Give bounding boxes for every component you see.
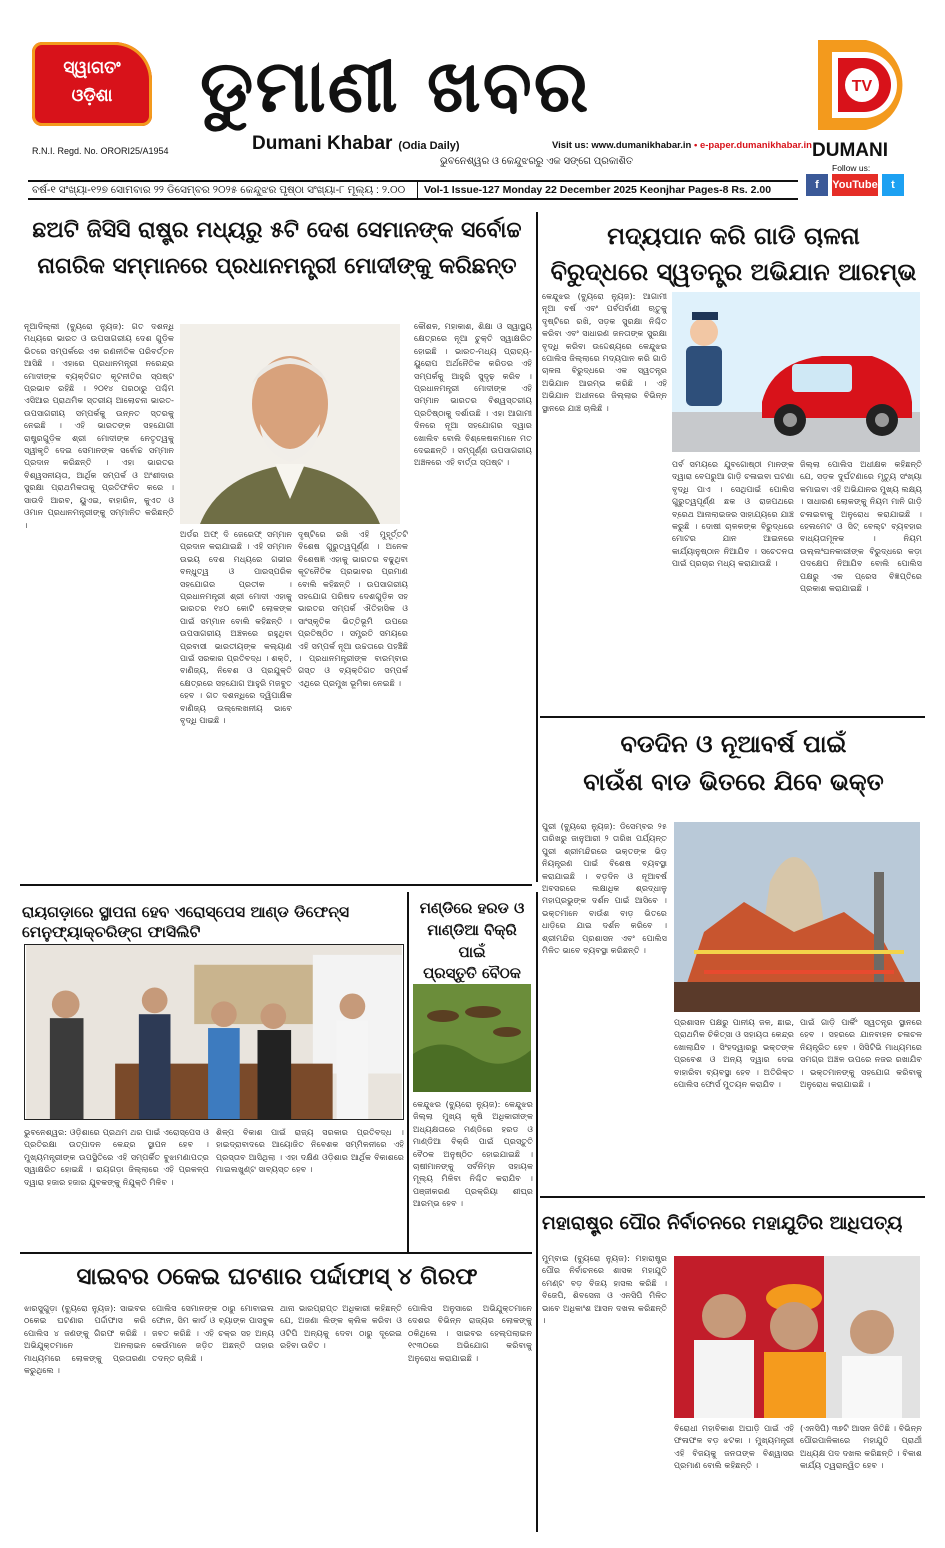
maharashtra-leaders-photo bbox=[674, 1256, 920, 1418]
aero-column-1: ଭୁବନେଶ୍ୱର: ଓଡ଼ିଶାରେ ପ୍ରଥମ ଥର ପାଇଁ ଏରୋସ୍ପେସ ଓ ପ୍ରତିରକ୍ଷା ଉତ୍ପାଦନ କେନ୍ଦ୍ର ସ୍ଥାପନ ହେବ । ମୁଖ୍ୟମନ୍ତ୍ରୀଙ୍କ ଉପସ୍ଥିତିରେ ଏହି ସମ୍ପର୍କିତ ବୁଝାମଣାପତ୍ର ସ୍ୱାକ୍ଷରିତ ହୋଇଛି । ରାୟଗଡ଼ା ଜିଲ୍ଲାରେ ଏହି ପ୍ରକଳ୍ପ ଦ୍ୱାରା ହଜାର ହଜାର ଯୁବକଙ୍କୁ ନିଯୁକ୍ତି ମିଳିବ । bbox=[24, 1127, 209, 1187]
epaper-text: e-paper.dumanikhabar.in bbox=[699, 140, 812, 151]
dumani-tv-logo bbox=[808, 30, 916, 140]
drunk-headline-line2: ବିରୁଦ୍ଧରେ ସ୍ୱତନ୍ତ୍ର ଅଭିଯାନ ଆରମ୍ଭ bbox=[550, 258, 917, 287]
article-modi bbox=[22, 216, 532, 281]
title-subtitle: (Odia Daily) bbox=[398, 140, 460, 152]
market-headline-line3: ପ୍ରସ୍ତୁତି ବୈଠକ bbox=[423, 964, 521, 983]
drunk-column-3: ଜିଲ୍ଲା ପୋଲିସ ଅଧୀକ୍ଷକ କହିଛନ୍ତି ଯେ, ସଡ଼କ ଦୁର୍ଘଟଣାରେ ମୃତ୍ୟୁ ସଂଖ୍ୟା କମାଇବା ଏହି ଅଭିଯାନର ମୁଖ୍ୟ ଲକ୍ଷ୍ୟ । ସାଧାରଣ ଲୋକଙ୍କୁ ନିୟମ ମାନି ଗାଡ଼ି ଚଳାଇବାକୁ ଅନୁରୋଧ କରାଯାଇଛି । ହେଲମେଟ ଓ ସିଟ୍ ବେଲ୍ଟ ବ୍ୟବହାର ବାଧ୍ୟତାମୂଳକ । ନିୟମ ଉଲ୍ଲଂଘନକାରୀଙ୍କ ବିରୁଦ୍ଧରେ କଡ଼ା ପଦକ୍ଷେପ ନିଆଯିବ ବୋଲି ପୋଲିସ ପକ୍ଷରୁ ଏକ ପ୍ରେସ ବିଜ୍ଞପ୍ତିରେ ପ୍ରକାଶ କରାଯାଇଛି । bbox=[800, 459, 922, 594]
cyber-headline: ସାଇବର ଠକେଇ ଘଟଣାର ପର୍ଦ୍ଦାଫାସ୍ ୪ ଗିରଫ bbox=[76, 1264, 478, 1290]
article-puri bbox=[542, 728, 925, 799]
puri-column-3: ପାଇଁ ଗାଡ଼ି ପାର୍କିଂ ସ୍ୱତନ୍ତ୍ର ସ୍ଥାନରେ ହେବ । ସହରରେ ଯାନବାହନ ଚଳାଚଳ ନିୟନ୍ତ୍ରିତ ହେବ । ସିସିଟିଭି ମାଧ୍ୟମରେ ସମଗ୍ର ଅଞ୍ଚଳ ଉପରେ ନଜର ରଖାଯିବ । ଭକ୍ତମାନଙ୍କୁ ସହଯୋଗ କରିବାକୁ ଅନୁରୋଧ କରାଯାଇଛି । bbox=[800, 1017, 922, 1090]
epaper-link[interactable]: • e-paper.dumanikhabar.in bbox=[694, 140, 812, 151]
follow-label: Follow us: bbox=[832, 163, 871, 173]
section-divider bbox=[540, 1196, 925, 1198]
modi-column-4: କୌଶଳ, ମହାକାଶ, ଶିକ୍ଷା ଓ ସ୍ୱାସ୍ଥ୍ୟ କ୍ଷେତ୍ରରେ ନୂଆ ଚୁକ୍ତି ସ୍ୱାକ୍ଷରିତ ହୋଇଛି । ଭାରତ-ମଧ୍ୟ ପ୍ରାଚ୍ୟ-ୟୁରୋପ ଅର୍ଥନୈତିକ କରିଡର ଏହି ସମ୍ପର୍କକୁ ଆହୁରି ସୁଦୃଢ଼ କରିବ । ପ୍ରଧାନମନ୍ତ୍ରୀ ମୋଦୀଙ୍କ ଏହି ସମ୍ମାନ ଭାରତର ବିଶ୍ୱସ୍ତରୀୟ ପ୍ରତିଷ୍ଠାକୁ ଦର୍ଶାଉଛି । ଏହା ଆଗାମୀ ଦିନରେ ନୂଆ ସହଯୋଗର ଦ୍ୱାର ଖୋଲିବ ବୋଲି ବିଶ୍ଳେଷକମାନେ ମତ ଦେଇଛନ୍ତି । ସମ୍ପୂର୍ଣ୍ଣ ଉପସାଗରୀୟ ଅଞ୍ଚଳରେ ଏହି ବାର୍ତ୍ତା ସ୍ପଷ୍ଟ । bbox=[414, 321, 532, 468]
tv-brand-name: DUMANI bbox=[812, 140, 888, 161]
column-divider bbox=[536, 212, 538, 882]
drunk-column-1: କେନ୍ଦୁଝର (ବ୍ୟୁରୋ ନ୍ୟୁଜ): ଆଗାମୀ ନୂଆ ବର୍ଷ ଏବଂ ପର୍ବପର୍ବାଣୀ ଋତୁକୁ ଦୃଷ୍ଟିରେ ରଖି, ସଡ଼କ ସୁରକ୍ଷା ନିଶ୍ଚିତ କରିବା ଏବଂ ସାଧାରଣ ଜନତାଙ୍କ ସୁରକ୍ଷା ବୃଦ୍ଧି କରିବା ଉଦ୍ଦେଶ୍ୟରେ କେନ୍ଦୁଝର ପୋଲିସ ଜିଲ୍ଲାରେ ମଦ୍ୟପାନ କରି ଗାଡି ଚାଳନା ବିରୁଦ୍ଧରେ ଏକ ସ୍ୱତନ୍ତ୍ର ଅଭିଯାନ ଆରମ୍ଭ କରିଛି । ଏହି ଅଭିଯାନ ଅଧୀନରେ ଜିଲ୍ଲାର ବିଭିନ୍ନ ସ୍ଥାନରେ ଯାଞ୍ଚ ଚାଲିଛି । bbox=[542, 291, 667, 413]
newspaper-title-english bbox=[252, 133, 460, 155]
tv-badge: TV bbox=[851, 78, 873, 95]
cyber-column-2: ପୋଲିସ ସେମାନଙ୍କ ଠାରୁ ମୋବାଇଲ ଫୋନ, ସିମ କାର୍ଡ ଓ ବ୍ୟାଙ୍କ ପାସବୁକ ଜବତ କରିଛି । ଏହି ଚକ୍ର ସହ ଅନ୍ୟ କେଉଁମାନେ ଜଡ଼ିତ ଅଛନ୍ତି ତାହାର ତଦନ୍ତ ଚାଲିଛି । bbox=[152, 1303, 274, 1363]
modi-column-3: ଦୃଷ୍ଟିରେ ରଖି ଏହି ମୁହୂର୍ତ୍ତଟି ବିଶେଷ ଗୁରୁତ୍ୱପୂର୍ଣ୍ଣ । ଅନେକ ବିଶେଷଜ୍ଞ ଏହାକୁ ଭାରତର ବଢୁଥିବା କୂଟନୈତିକ ପ୍ରଭାବର ପ୍ରମାଣ ବୋଲି କହିଛନ୍ତି । ଉପସାଗରୀୟ ସହଯୋଗ ପରିଷଦ ଦେଶଗୁଡ଼ିକ ସହ ଭାରତର ସମ୍ପର୍କ ଐତିହାସିକ ଓ ସାଂସ୍କୃତିକ ଭିତ୍ତିଭୂମି ଉପରେ ପ୍ରତିଷ୍ଠିତ । ସମ୍ପ୍ରତି ସମୟରେ ଏହି ସମ୍ପର୍କ ନୂଆ ଉଚ୍ଚତାରେ ପହଞ୍ଚିଛି । ପ୍ରଧାନମନ୍ତ୍ରୀଙ୍କ ବାରମ୍ବାର ଗସ୍ତ ଓ ବ୍ୟକ୍ତିଗତ ସମ୍ପର୍କ ଏଥିରେ ପ୍ରମୁଖ ଭୂମିକା ନେଇଛି । bbox=[298, 529, 408, 688]
column-divider bbox=[536, 892, 538, 1532]
cyber-column-3: ଥାନା ଭାରପ୍ରାପ୍ତ ଅଧିକାରୀ କହିଛନ୍ତି ଯେ, ଅଜଣା ଲିଙ୍କ କ୍ଲିକ କରିବା ଓ ଓଟିପି ଅନ୍ୟକୁ ଦେବା ଠାରୁ ଦୂରେଇ ରହିବା ଉଚିତ । bbox=[280, 1303, 402, 1351]
section-divider bbox=[20, 884, 532, 886]
newspaper-title: ଡୁମାଣୀ ଖବର bbox=[200, 43, 591, 128]
facebook-icon[interactable]: f bbox=[806, 174, 828, 196]
twitter-icon[interactable]: t bbox=[882, 174, 904, 196]
welcome-line1: ସ୍ୱାଗତଂ bbox=[63, 58, 121, 78]
millet-crop-photo bbox=[413, 984, 531, 1092]
article-aerospace bbox=[22, 902, 404, 942]
maha-headline: ମହାରାଷ୍ଟ୍ର ପୌର ନିର୍ବାଚନରେ ମହାଯୁତିର ଆଧିପତ୍ୟ bbox=[542, 1213, 903, 1234]
maha-column-3: (ଏନସିପି) ୩୭ଟି ଆସନ ଜିତିଛି । ବିଭିନ୍ନ ପୌରପାଳିକାରେ ମହାଯୁତି ପ୍ରାର୍ଥୀ ଅଧ୍ୟକ୍ଷ ପଦ ଦଖଲ କରିଛନ୍ତି । ବିକାଶ କାର୍ଯ୍ୟ ତ୍ୱରାନ୍ୱିତ ହେବ । bbox=[800, 1423, 922, 1471]
aero-column-2: ଶିଳ୍ପ ବିକାଶ ପାଇଁ ରାଜ୍ୟ ସରକାର ପ୍ରତିବଦ୍ଧ । ହାଇଦ୍ରାବାଦରେ ଆୟୋଜିତ ନିବେଶକ ସମ୍ମିଳନୀରେ ଏହି ପ୍ରସ୍ତାବ ଆସିଥିଲା । ଏହା ଦକ୍ଷିଣ ଓଡ଼ିଶାର ଆର୍ଥିକ ବିକାଶରେ ମାଇଲଖୁଣ୍ଟ ସାବ୍ୟସ୍ତ ହେବ । bbox=[216, 1127, 404, 1175]
youtube-icon[interactable]: YouTube bbox=[832, 174, 878, 196]
modi-column-2: ଅର୍ଡର ଅଫ୍ ଦି ଜେରେଫ୍ ସମ୍ମାନ ପ୍ରଦାନ କରାଯାଇଛି । ଏହି ସମ୍ମାନ ଉଭୟ ଦେଶ ମଧ୍ୟରେ ଗଭୀର ବନ୍ଧୁତ୍ୱ ଓ ପାରସ୍ପରିକ ସହଯୋଗର ପ୍ରତୀକ । ପ୍ରଧାନମନ୍ତ୍ରୀ ଶ୍ରୀ ମୋଦୀ ଏହାକୁ ଭାରତର ୧୪୦ କୋଟି ଲୋକଙ୍କ ପାଇଁ ସମ୍ମାନ ବୋଲି କହିଛନ୍ତି । ଉପସାଗରୀୟ ଅଞ୍ଚଳରେ ରହୁଥିବା ପ୍ରବାସୀ ଭାରତୀୟଙ୍କ କଲ୍ୟାଣ ପାଇଁ ସରକାର ପ୍ରତିବଦ୍ଧ । ଶକ୍ତି, ବାଣିଜ୍ୟ, ନିବେଶ ଓ ପ୍ରଯୁକ୍ତି କ୍ଷେତ୍ରରେ ସହଯୋଗ ଆହୁରି ମଜବୁତ ହେବ । ଗତ ଦଶନ୍ଧିରେ ଦ୍ୱିପାକ୍ଷିକ ବାଣିଜ୍ୟ ଉଲ୍ଲେଖନୀୟ ଭାବେ ବୃଦ୍ଧି ପାଇଛି । bbox=[180, 529, 292, 726]
welcome-line2: ଓଡ଼ିଶା bbox=[71, 86, 113, 106]
cyber-column-1: ଝାରସୁଗୁଡ଼ା (ବ୍ୟୁରୋ ନ୍ୟୁଜ): ସାଇବର ଠକେଇ ଘଟଣାର ପର୍ଦ୍ଦାଫାସ କରି ପୋଲିସ ୪ ଜଣଙ୍କୁ ଗିରଫ କରିଛି । ଅଭିଯୁକ୍ତମାନେ ଅନଲାଇନ ମାଧ୍ୟମରେ ଲୋକଙ୍କୁ ପ୍ରତାରଣା କରୁଥିଲେ । bbox=[24, 1303, 146, 1376]
issue-info-english: Vol-1 Issue-127 Monday 22 December 2025 Keonjhar Pages-8 Rs. 2.00 bbox=[424, 184, 772, 196]
social-links bbox=[806, 174, 916, 196]
aerospace-mou-photo bbox=[24, 944, 404, 1120]
article-market bbox=[412, 898, 532, 985]
tagline: ଭୁବନେଶ୍ୱର ଓ କେନ୍ଦୁଝରରୁ ଏକ ସଙ୍ଗେ ପ୍ରକାଶିତ bbox=[440, 156, 634, 167]
cyber-column-4: ପୋଲିସ ଅନୁସାରେ ଅଭିଯୁକ୍ତମାନେ ଦେଶର ବିଭିନ୍ନ ରାଜ୍ୟର ଲୋକଙ୍କୁ ଠକିଥିଲେ । ସାଇବର ହେଲ୍ପଲାଇନ ୧୯୩୦ରେ ଅଭିଯୋଗ କରିବାକୁ ଅନୁରୋଧ କରାଯାଇଛି । bbox=[408, 1303, 532, 1363]
aero-headline: ରାୟଗଡ଼ାରେ ସ୍ଥାପନା ହେବ ଏରୋସ୍ପେସ ଆଣ୍ଡ ଡିଫେନ୍ସ ମେନୁଫ୍ୟାକ୍ଚରିଙ୍ଗ ଫାସିଲିଟି bbox=[22, 903, 350, 942]
market-headline-line1: ମଣ୍ଡିରେ ହରଡ ଓ bbox=[419, 899, 525, 917]
puri-column-1: ପୁରୀ (ବ୍ୟୁରୋ ନ୍ୟୁଜ): ଡିସେମ୍ବର ୨୫ ତାରିଖରୁ ଜାନୁଆରୀ ୨ ତାରିଖ ପର୍ଯ୍ୟନ୍ତ ପୁରୀ ଶ୍ରୀମନ୍ଦିରରେ ଭକ୍ତଙ୍କ ଭିଡ଼ ନିୟନ୍ତ୍ରଣ ପାଇଁ ବିଶେଷ ବ୍ୟବସ୍ଥା କରାଯାଇଛି । ବଡ଼ଦିନ ଓ ନୂଆବର୍ଷ ଅବସରରେ ଲକ୍ଷାଧିକ ଶ୍ରଦ୍ଧାଳୁ ମହାପ୍ରଭୁଙ୍କ ଦର୍ଶନ ପାଇଁ ଆସିବେ । ଭକ୍ତମାନେ ବାଉଁଶ ବାଡ଼ ଭିତରେ ଧାଡ଼ିରେ ଯାଇ ଦର୍ଶନ କରିବେ । ଶ୍ରୀମନ୍ଦିର ପ୍ରଶାସନ ଏବଂ ପୋଲିସ ମିଳିତ ଭାବେ ବ୍ୟବସ୍ଥା କରିଛନ୍ତି । bbox=[542, 821, 667, 956]
issue-info-odia: ବର୍ଷ-୧ ସଂଖ୍ୟା-୧୨୭ ସୋମବାର ୨୨ ଡିସେମ୍ବର ୨୦୨୫ କେନ୍ଦୁଝର ପୃଷ୍ଠା ସଂଖ୍ୟା-୮ ମୂଲ୍ୟ : ୨.୦୦ bbox=[28, 182, 418, 198]
welcome-odisha-badge bbox=[32, 42, 152, 126]
puri-temple-photo bbox=[674, 822, 920, 1012]
modi-column-1: ନୂଆଦିଲ୍ଲୀ (ବ୍ୟୁରୋ ନ୍ୟୁଜ): ଗତ ଦଶନ୍ଧି ମଧ୍ୟରେ ଭାରତ ଓ ଉପସାଗରୀୟ ଦେଶ ଗୁଡ଼ିକ ଭିତରେ ସମ୍ପର୍କରେ ଏକ ରଣନୀତିକ ପରିବର୍ତ୍ତନ ଆସିଛି । ଏହାରେ ପ୍ରଧାନମନ୍ତ୍ରୀ ନରେନ୍ଦ୍ର ମୋଦୀଙ୍କ ବ୍ୟକ୍ତିଗତ କୂଟନୀତିର ସ୍ପଷ୍ଟ ପ୍ରଭାବ ରହିଛି । ୨୦୧୪ ପରଠାରୁ ପଶ୍ଚିମ ଏସିଆର ପ୍ରାଥମିକ ସ୍ତରୀୟ ଆଲୋଚନା ଭାରତ-ଉପସାଗରୀୟ ସମ୍ପର୍କକୁ ଉନ୍ନତ ସ୍ତରକୁ ନେଇଛି । ଏହି ଭାରତଙ୍କ ସହଯୋଗୀ ରାଷ୍ଟ୍ରଗୁଡ଼ିକ ଶ୍ରୀ ମୋଦୀଙ୍କ ନେତୃତ୍ୱକୁ ସ୍ୱୀକୃତି ଦେଇ ସେମାନଙ୍କ ସର୍ବୋଚ୍ଚ ସମ୍ମାନ ପ୍ରଦାନ କରିଛନ୍ତି । ଏହା ଭାରତର ବିଶ୍ୱସନୀୟତା, ଆର୍ଥିକ ସମ୍ପର୍କ ଓ ଅଂଶୀଦାର ସୁରକ୍ଷା ପ୍ରାଥମିକତାକୁ ପ୍ରତିଫଳିତ କରେ । ସାଉଦି ଆରବ, ୟୁଏଇ, ବାହାରିନ, କୁଏତ ଓ ଓମାନ ପ୍ରଧାନମନ୍ତ୍ରୀଙ୍କୁ ସମ୍ମାନିତ କରିଛନ୍ତି । bbox=[24, 321, 174, 530]
title-english: Dumani Khabar bbox=[252, 133, 393, 154]
section-divider bbox=[20, 1252, 532, 1254]
article-maharashtra bbox=[542, 1212, 925, 1237]
market-headline-line2: ମାଣ୍ଡିଆ ବିକ୍ରି ପାଇଁ bbox=[427, 920, 517, 961]
puri-column-2: ପ୍ରଶାସନ ପକ୍ଷରୁ ପାନୀୟ ଜଳ, ଛାଇ, ପ୍ରାଥମିକ ଚିକିତ୍ସା ଓ ସହାୟତା କେନ୍ଦ୍ର ଖୋଲାଯିବ । ସିଂହଦ୍ୱାରରୁ ଭକ୍ତଙ୍କ ପ୍ରବେଶ ଓ ଅନ୍ୟ ଦ୍ୱାର ଦେଇ ବାହାରିବା ବ୍ୟବସ୍ଥା ହେବ । ଅତିରିକ୍ତ ପୋଲିସ ଫୋର୍ସ ମୁତୟନ କରାଯିବ । bbox=[674, 1017, 794, 1090]
market-body: କେନ୍ଦୁଝର (ବ୍ୟୁରୋ ନ୍ୟୁଜ): କେନ୍ଦୁଝର ଜିଲ୍ଲା ମୁଖ୍ୟ କୃଷି ଅଧିକାରୀଙ୍କ ଅଧ୍ୟକ୍ଷତାରେ ମଣ୍ଡିରେ ହରଡ ଓ ମାଣ୍ଡିଆ ବିକ୍ରି ପାଇଁ ପ୍ରସ୍ତୁତି ବୈଠକ ଅନୁଷ୍ଠିତ ହୋଇଯାଇଛି । ଚାଷୀମାନଙ୍କୁ ସର୍ବନିମ୍ନ ସହାୟକ ମୂଲ୍ୟ ମିଳିବା ନିଶ୍ଚିତ କରାଯିବ । ପଞ୍ଜୀକରଣ ପ୍ରକ୍ରିୟା ଶୀଘ୍ର ଆରମ୍ଭ ହେବ । bbox=[413, 1099, 533, 1209]
modi-headline-line1: ଛଅଟି ଜିସିସି ରାଷ୍ଟ୍ର ମଧ୍ୟରୁ ୫ଟି ଦେଶ ସେମାନଙ୍କ ସର୍ବୋଚ୍ଚ bbox=[32, 218, 522, 243]
article-cyber bbox=[22, 1262, 532, 1293]
issue-info-bar bbox=[28, 180, 798, 200]
drunk-column-2: ପର୍ବ ସମୟରେ ଯୁବଗୋଷ୍ଠୀ ମାନଙ୍କ ଦ୍ୱାରା ବେପରୁଆ ଗାଡ଼ି ଚଳାଇବା ଘଟଣା ବୃଦ୍ଧି ପାଏ । ସେଥିପାଇଁ ପୋଲିସ ଗୁରୁତ୍ୱପୂର୍ଣ୍ଣ ଛକ ଓ ରାଜପଥରେ ବ୍ରେଥ ଆନାଲାଇଜର ସାହାଯ୍ୟରେ ଯାଞ୍ଚ କରୁଛି । ଦୋଷୀ ଚାଳକଙ୍କ ବିରୁଦ୍ଧରେ ମୋଟର ଯାନ ଆଇନରେ କାର୍ଯ୍ୟାନୁଷ୍ଠାନ ନିଆଯିବ । ସଚେତନତା ପାଇଁ ପ୍ରଚାର ମଧ୍ୟ କରାଯାଉଛି । bbox=[672, 459, 794, 569]
drunk-driving-illustration bbox=[672, 292, 920, 452]
puri-headline-line1: ବଡଦିନ ଓ ନୂଆବର୍ଷ ପାଇଁ bbox=[620, 730, 847, 758]
article-drunk-driving bbox=[542, 220, 925, 289]
column-divider bbox=[407, 892, 409, 1252]
drunk-headline-line1: ମଦ୍ୟପାନ କରି ଗାଡି ଚାଳନା bbox=[607, 222, 860, 250]
maha-column-2: ବିରୋଧୀ ମହାବିକାଶ ଅଘାଡ଼ି ପାଇଁ ଏହି ଫଳାଫଳ ବଡ଼ ଝଟକା । ମୁଖ୍ୟମନ୍ତ୍ରୀ ଏହି ବିଜୟକୁ ଜନତାଙ୍କ ବିଶ୍ୱାସର ପ୍ରମାଣ ବୋଲି କହିଛନ୍ତି । bbox=[674, 1423, 794, 1471]
website-info bbox=[552, 140, 812, 151]
website-link[interactable]: Visit us: www.dumanikhabar.in bbox=[552, 140, 692, 151]
modi-photo bbox=[180, 324, 400, 524]
section-divider bbox=[540, 716, 925, 718]
registration-number: R.N.I. Regd. No. ORORI25/A1954 bbox=[32, 146, 169, 156]
modi-headline-line2: ନାଗରିକ ସମ୍ମାନରେ ପ୍ରଧାନମନ୍ତ୍ରୀ ମୋଦୀଙ୍କୁ କରିଛନ୍ତ bbox=[37, 253, 517, 279]
maha-column-1: ମୁମ୍ବାଇ (ବ୍ୟୁରୋ ନ୍ୟୁଜ): ମହାରାଷ୍ଟ୍ର ପୌର ନିର୍ବାଚନରେ ଶାସକ ମହାଯୁତି ମେଣ୍ଟ ବଡ଼ ବିଜୟ ହାସଲ କରିଛି । ବିଜେପି, ଶିବସେନା ଓ ଏନସିପି ମିଳିତ ଭାବେ ଅଧିକାଂଶ ଆସନ ଦଖଲ କରିଛନ୍ତି । bbox=[542, 1253, 667, 1326]
puri-headline-line2: ବାଉଁଶ ବାଡ ଭିତରେ ଯିବେ ଭକ୍ତ bbox=[583, 768, 884, 797]
